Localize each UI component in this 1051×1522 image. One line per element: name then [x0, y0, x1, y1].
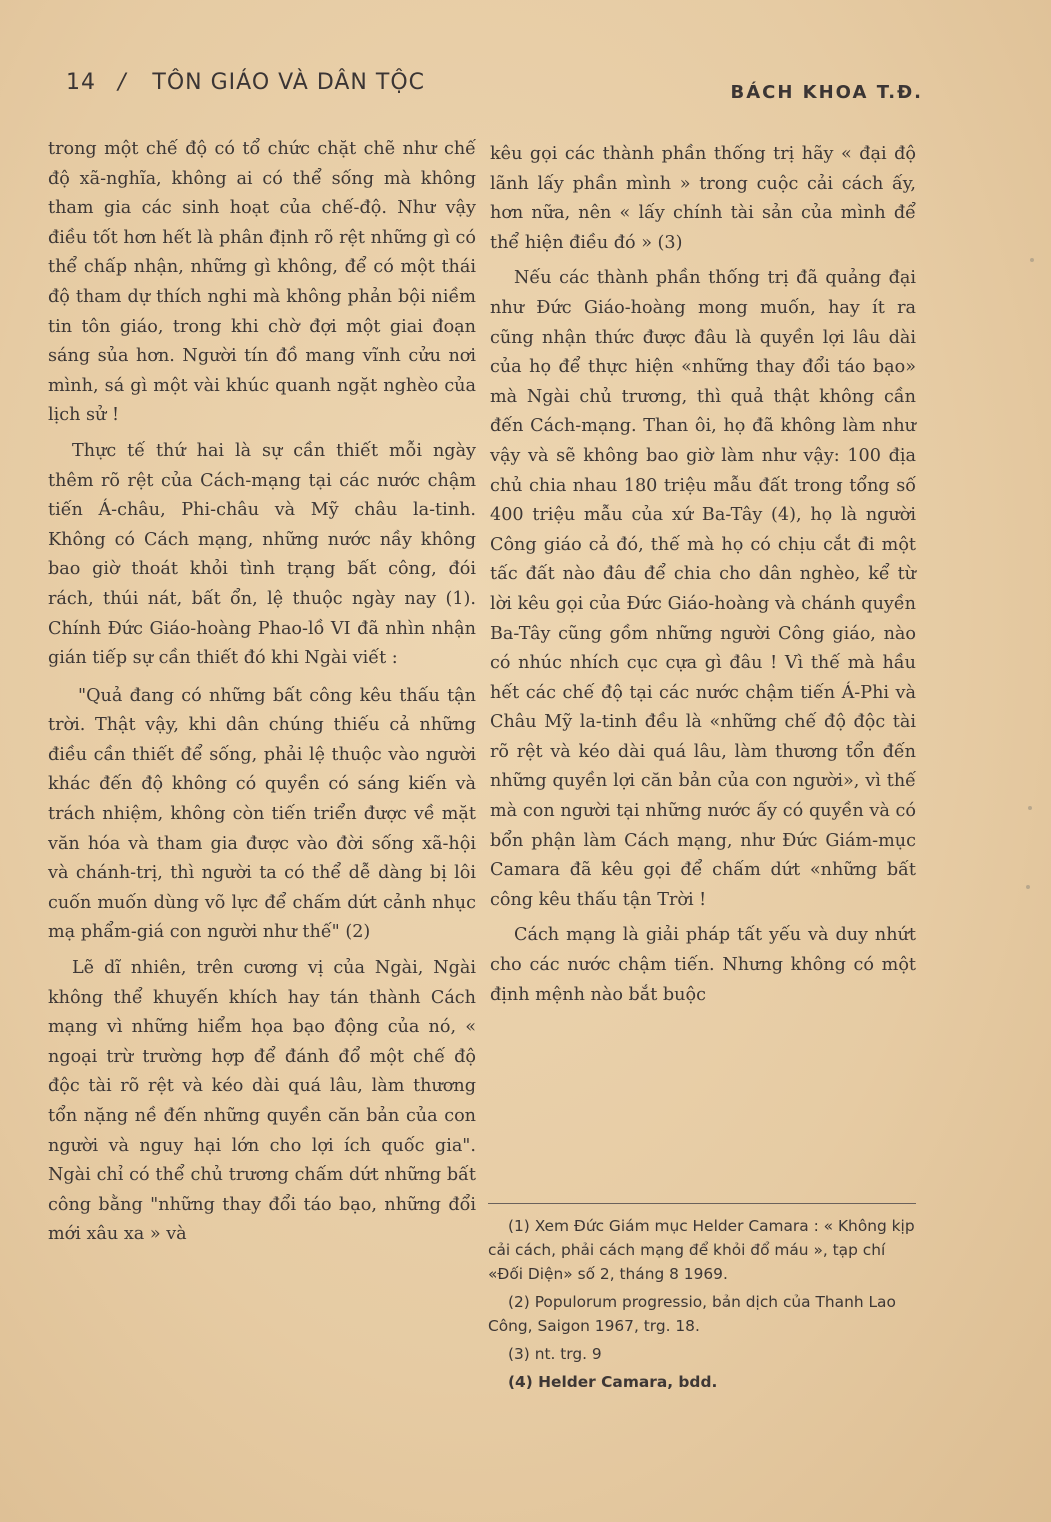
paper-speck [1030, 258, 1034, 262]
paragraph: trong một chế độ có tổ chức chặt chẽ như chế độ xã-nghĩa, không ai có thể sống mà không tham gia các sinh hoạt của chế-độ. Như vậy điều tốt hơn hết là phân định rõ rệt những gì có thể chấp nhận, những gì không, để có một thái độ tham dự thích nghi mà không phản bội niềm tin tôn giáo, trong khi chờ đợi một giai đoạn sáng sủa hơn. Người tín đồ mang vĩnh cửu nơi mình, sá gì một vài khúc quanh ngặt nghèo của lịch sử ! [48, 139, 476, 426]
footnote: (2) Populorum progressio, bản dịch của Thanh Lao Công, Saigon 1967, trg. 18. [488, 1293, 896, 1335]
paper-speck [1028, 806, 1032, 810]
paragraph: Nếu các thành phần thống trị đã quảng đại như Đức Giáo-hoàng mong muốn, hay ít ra cũng nhận thức được đâu là quyền lợi lâu dài của họ để thực hiện «những thay đổi táo bạo» mà Ngài chủ trương, thì quả thật không cần đến Cách-mạng. Than ôi, họ đã không làm như vậy và sẽ không bao giờ làm như vậy: 100 địa chủ chia nhau 180 triệu mẫu đất trong tổng số 400 triệu mẫu của xứ Ba-Tây (4), họ là người Công giáo cả đó, thế mà họ có chịu cắt đi một tấc đất nào đâu để chia cho dân nghèo, kể từ lời kêu gọi của Đức Giáo-hoàng và chánh quyền Ba-Tây cũng gồm những người Công giáo, nào có nhúc nhích cục cựa gì đâu ! Vì thế mà hầu hết các chế độ tại các nước chậm tiến Á-Phi và Châu Mỹ la-tinh đều là «những chế độ độc tài rõ rệt và kéo dài quá lâu, làm thương tổn đến những quyền lợi căn bản của con người», vì thế mà con người tại những nước ấy có quyền và có bổn phận làm Cách mạng, như Đức Giám-mục Camara đã kêu gọi để chấm dứt «những bất công kêu thấu tận Trời ! [490, 268, 916, 910]
paragraph: kêu gọi các thành phần thống trị hãy « đại độ lãnh lấy phần mình » trong cuộc cải cách ấy, hơn nữa, nên « lấy chính tài sản của mình để thể hiện điều đó » (3) [490, 144, 916, 253]
page-number: 14 [66, 70, 96, 95]
page-header [66, 70, 923, 104]
header-separator: / [118, 70, 127, 95]
section-title: TÔN GIÁO VÀ DÂN TỘC [152, 70, 425, 95]
paper-speck [1026, 885, 1030, 889]
left-column [48, 135, 476, 1250]
paragraph: Lẽ dĩ nhiên, trên cương vị của Ngài, Ngài không thể khuyến khích hay tán thành Cách mạng vì những hiểm họa bạo động của nó, « ngoại trừ trường hợp để đánh đổ một chế độ độc tài rõ rệt và kéo dài quá lâu, làm thương tổn nặng nề đến những quyền căn bản của con người và nguy hại lớn cho lợi ích quốc gia". Ngài chỉ có thể chủ trương chấm dứt những bất công bằng "những thay đổi táo bạo, những đổi mới xâu xa » và [48, 958, 476, 1245]
right-column [490, 140, 916, 1010]
journal-name: BÁCH KHOA T.Đ. [730, 82, 923, 103]
footnote: (3) nt. trg. 9 [508, 1345, 602, 1363]
paragraph: Thực tế thứ hai là sự cần thiết mỗi ngày thêm rõ rệt của Cách-mạng tại các nước chậm tiến Á-châu, Phi-châu và Mỹ châu la-tinh. Không có Cách mạng, những nước nầy không bao giờ thoát khỏi tình trạng bất công, đói rách, thúi nát, bất ổn, lệ thuộc ngày nay (1). Chính Đức Giáo-hoàng Phao-lồ VI đã nhìn nhận gián tiếp sự cần thiết đó khi Ngài viết : [48, 440, 476, 669]
footnote: (4) Helder Camara, bdd. [508, 1373, 718, 1391]
block-quote: "Quả đang có những bất công kêu thấu tận trời. Thật vậy, khi dân chúng thiếu cả những điều cần thiết để sống, phải lệ thuộc vào người khác đến độ không có quyền có sáng kiến và trách nhiệm, không còn tiến triển được về mặt văn hóa và tham gia được vào đời sống xã-hội và chánh-trị, thì người ta có thể dễ dàng bị lôi cuốn muốn dùng võ lực để chấm dứt cảnh nhục mạ phẩm-giá con người như thế" (2) [48, 685, 476, 943]
footnotes [488, 1203, 916, 1398]
paragraph: Cách mạng là giải pháp tất yếu và duy nhứt cho các nước chậm tiến. Nhưng không có một định mệnh nào bắt buộc [490, 925, 916, 1005]
footnote: (1) Xem Đức Giám mục Helder Camara : « Không kịp cải cách, phải cách mạng để khỏi đổ máu », tạp chí «Đối Diện» số 2, tháng 8 1969. [488, 1217, 915, 1283]
running-head-left [66, 70, 425, 95]
